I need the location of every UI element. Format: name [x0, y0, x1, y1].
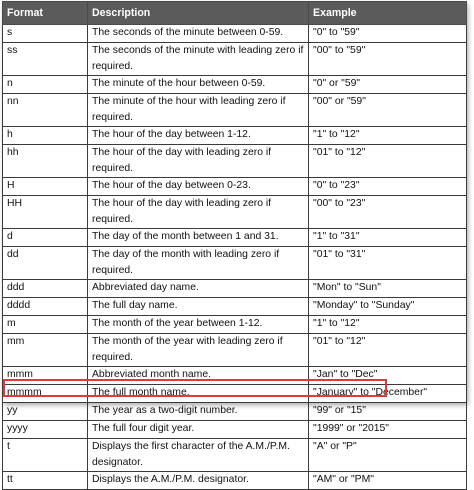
table-row: [3, 316, 467, 334]
table-row: [3, 298, 467, 316]
example-cell: "Jan" to "Dec": [309, 367, 467, 385]
table-row: [3, 367, 467, 385]
example-cell: "00" to "59": [309, 43, 467, 76]
description-cell: The hour of the day with leading zero if required.: [88, 145, 309, 178]
description-cell: Displays the A.M./P.M. designator.: [88, 472, 309, 490]
format-cell: d: [3, 229, 88, 247]
description-cell: The month of the year between 1-12.: [88, 316, 309, 334]
format-cell: HH: [3, 196, 88, 229]
format-cell: mmm: [3, 367, 88, 385]
description-cell: The full day name.: [88, 298, 309, 316]
description-cell: The month of the year with leading zero if required.: [88, 334, 309, 367]
format-cell: mmmm: [3, 385, 88, 403]
example-cell: "01" to "31": [309, 247, 467, 280]
example-cell: "A" or "P": [309, 439, 467, 472]
format-cell: ss: [3, 43, 88, 76]
table-row: [3, 334, 467, 367]
example-cell: "01" to "12": [309, 145, 467, 178]
example-cell: "0" to "23": [309, 178, 467, 196]
table-row: [3, 229, 467, 247]
description-cell: Abbreviated month name.: [88, 367, 309, 385]
format-cell: dd: [3, 247, 88, 280]
table-row: [3, 196, 467, 229]
table-row: [3, 94, 467, 127]
example-cell: "99" or "15": [309, 403, 467, 421]
format-cell: s: [3, 25, 88, 43]
table-row: [3, 145, 467, 178]
description-cell: The full four digit year.: [88, 421, 309, 439]
example-cell: "1" to "12": [309, 316, 467, 334]
example-cell: "1" to "12": [309, 127, 467, 145]
table-row-highlighted: [3, 472, 467, 490]
description-cell: The hour of the day between 1-12.: [88, 127, 309, 145]
table-row: [3, 127, 467, 145]
format-cell: yyyy: [3, 421, 88, 439]
table-row: [3, 76, 467, 94]
description-cell: The hour of the day with leading zero if required.: [88, 196, 309, 229]
description-cell: The year as a two-digit number.: [88, 403, 309, 421]
description-cell: The day of the month with leading zero if required.: [88, 247, 309, 280]
example-cell: "January" to "December": [309, 385, 467, 403]
table-row: [3, 43, 467, 76]
description-cell: Abbreviated day name.: [88, 280, 309, 298]
example-cell: "0" or "59": [309, 76, 467, 94]
format-cell: tt: [3, 472, 88, 490]
header-example: Example: [309, 2, 467, 25]
example-cell: "AM" or "PM": [309, 472, 467, 490]
example-cell: "01" to "12": [309, 334, 467, 367]
example-cell: "0" to "59": [309, 25, 467, 43]
description-cell: The minute of the hour between 0-59.: [88, 76, 309, 94]
table-row: [3, 247, 467, 280]
format-cell: nn: [3, 94, 88, 127]
format-cell: ddd: [3, 280, 88, 298]
example-cell: "1" to "31": [309, 229, 467, 247]
description-cell: The seconds of the minute with leading zero if required.: [88, 43, 309, 76]
example-cell: "1999" or "2015": [309, 421, 467, 439]
date-format-table: [2, 1, 467, 490]
table-row: [3, 280, 467, 298]
table-row: [3, 403, 467, 421]
description-cell: The seconds of the minute between 0-59.: [88, 25, 309, 43]
table-header-row: [3, 2, 467, 25]
format-cell: dddd: [3, 298, 88, 316]
header-description: Description: [88, 2, 309, 25]
format-cell: yy: [3, 403, 88, 421]
description-cell: The minute of the hour with leading zero if required.: [88, 94, 309, 127]
format-cell: mm: [3, 334, 88, 367]
table-row: [3, 25, 467, 43]
format-cell: n: [3, 76, 88, 94]
format-cell: m: [3, 316, 88, 334]
example-cell: "Mon" to "Sun": [309, 280, 467, 298]
table-row: [3, 439, 467, 472]
example-cell: "00" or "59": [309, 94, 467, 127]
format-cell: H: [3, 178, 88, 196]
description-cell: The hour of the day between 0-23.: [88, 178, 309, 196]
example-cell: "00" to "23": [309, 196, 467, 229]
table-row: [3, 178, 467, 196]
table-row: [3, 421, 467, 439]
description-cell: The day of the month between 1 and 31.: [88, 229, 309, 247]
format-cell: hh: [3, 145, 88, 178]
format-table-frame: [2, 1, 466, 485]
table-row: [3, 385, 467, 403]
format-cell: t: [3, 439, 88, 472]
description-cell: Displays the first character of the A.M./P.M. designator.: [88, 439, 309, 472]
header-format: Format: [3, 2, 88, 25]
format-cell: h: [3, 127, 88, 145]
description-cell: The full month name.: [88, 385, 309, 403]
example-cell: "Monday" to "Sunday": [309, 298, 467, 316]
